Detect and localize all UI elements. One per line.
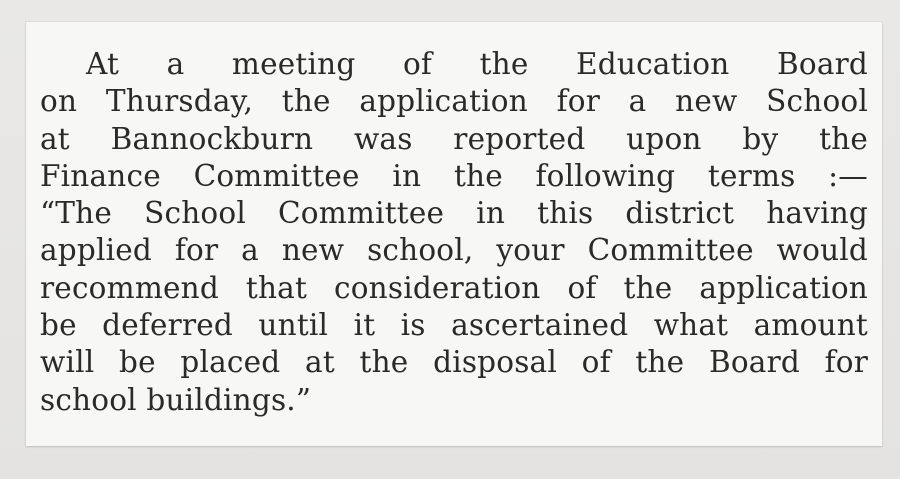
article-line-5: “The School Committee in this district having [40,196,868,231]
article-line-9: will be placed at the disposal of the Board for [40,345,868,380]
article-line-1: At a meeting of the Education Board [86,47,868,81]
article-line-8: be deferred until it is ascertained what amount [40,308,868,343]
article-line-3: at Bannockburn was reported upon by the [40,121,868,156]
newspaper-clipping [26,22,882,446]
article-line-7: recommend that consideration of the application [40,270,868,305]
article-line-2: on Thursday, the application for a new School [40,84,868,119]
article-line-4: Finance Committee in the following terms :— [40,158,868,193]
article-line-6: applied for a new school, your Committee would [40,233,868,268]
article-text [40,46,868,419]
article-line-10: school buildings.” [40,382,312,417]
